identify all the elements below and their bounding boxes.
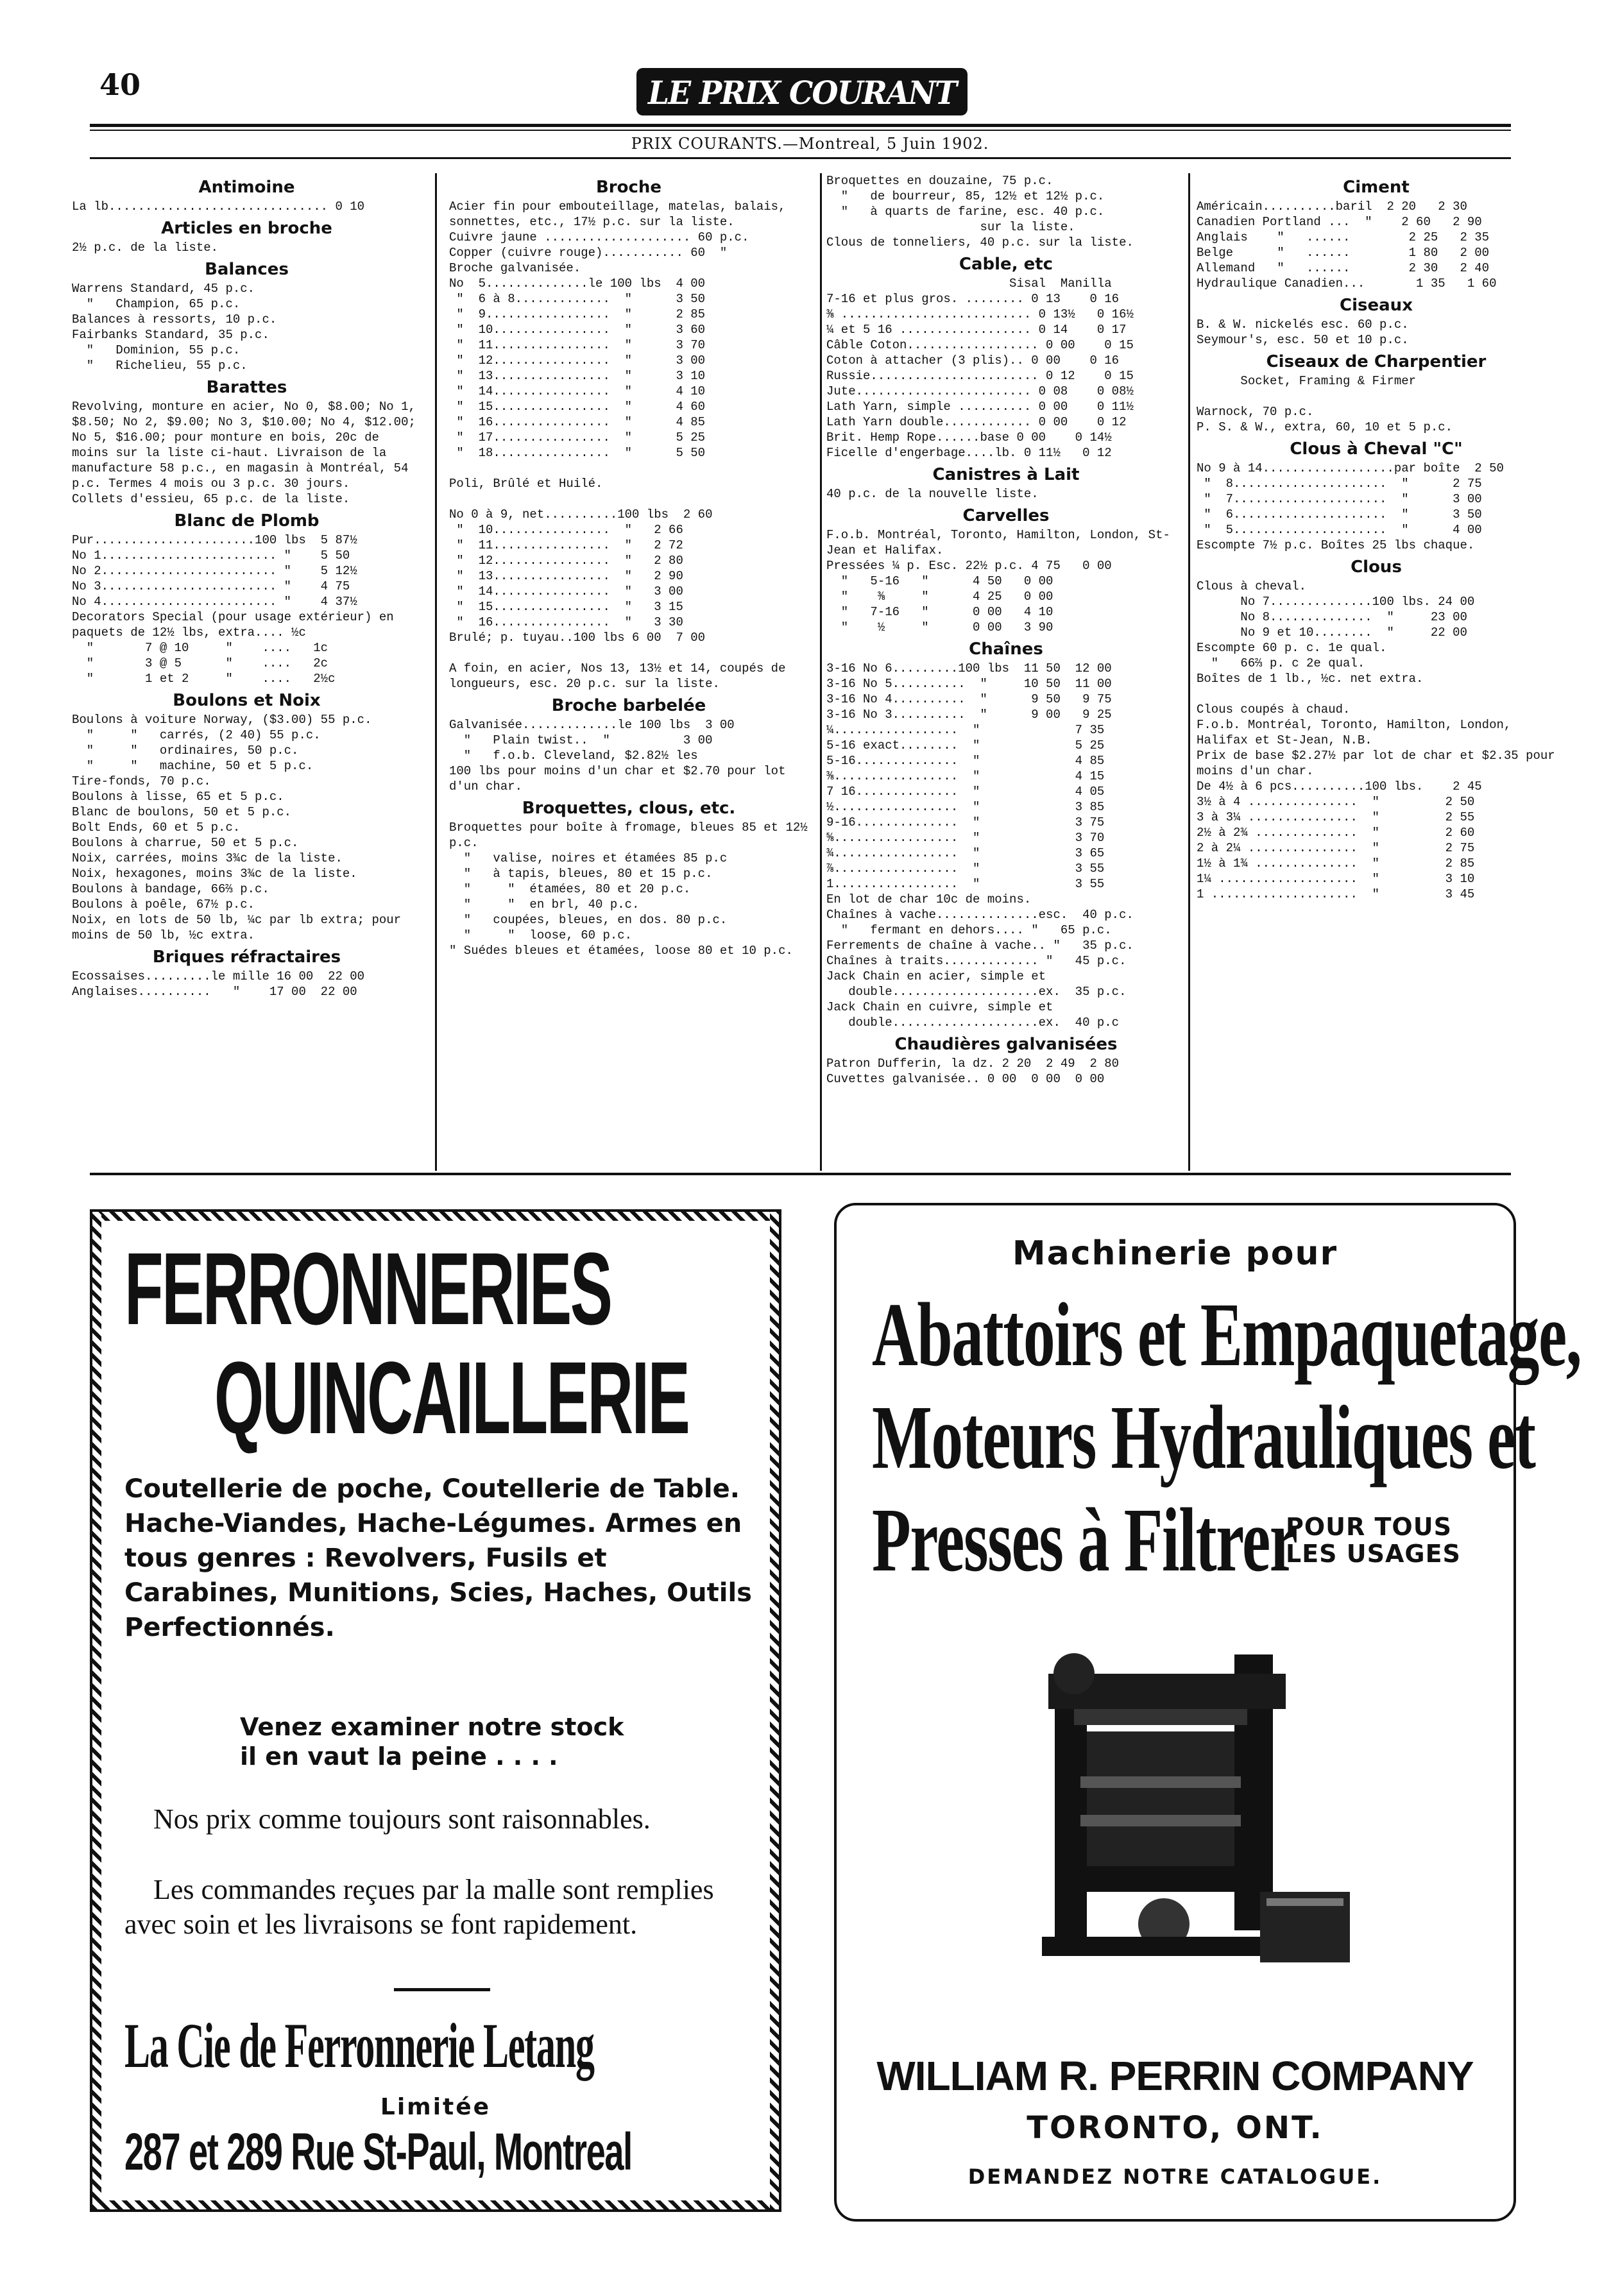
price-line: " 12................ " 3 00 [449,353,706,368]
price-line: " ½ " 0 00 3 90 [826,620,1053,634]
ad-headline-quincaillerie: QUINCAILLERIE [214,1340,689,1455]
section-heading: Ciseaux de Charpentier [1266,352,1487,371]
price-line: " 6 à 8............. " 3 50 [449,292,706,306]
ad-line-abattoirs: Abattoirs et Empaquetage, [872,1284,1582,1385]
price-line: " de bourreur, 85, 12½ et 12½ p.c. [826,189,1105,203]
price-line: " 14................ " 3 00 [449,584,683,599]
price-line: Clous de tonneliers, 40 p.c. sur la liste. [826,235,1134,250]
price-note: F.o.b. Montréal, Toronto, Hamilton, London, St-Jean et Halifax. [826,528,1170,557]
price-line: " 3 @ 5 " .... 2c [72,656,328,670]
price-line: 2½ p.c. de la liste. [72,241,219,255]
ad-usage [1286,1513,1461,1567]
price-line: Broche galvanisée. [449,261,581,275]
price-line: Socket, Framing & Firmer [1197,374,1417,388]
price-line: " " ordinaires, 50 p.c. [72,744,299,758]
price-line: Boulons à bandage, 66⅔ p.c. [72,882,269,896]
ad-perrin [834,1203,1582,2222]
filter-press-illustration [1029,1648,1363,2007]
price-line: Poli, Brûlé et Huilé. [449,477,603,491]
section-heading: Cable, etc [959,255,1053,274]
section-heading: Barattes [206,378,287,397]
price-line: Noix, carrées, moins 3¾c de la liste. [72,851,343,865]
price-line: Brulé; p. tuyau..100 lbs 6 00 7 00 [449,631,706,645]
section-heading: Clous [1351,557,1402,577]
price-line: double....................ex. 35 p.c. [826,985,1127,999]
section-heading: Ciment [1343,178,1410,197]
price-line: " valise, noires et étamées 85 p.c [449,851,728,865]
price-line: " " loose, 60 p.c. [449,928,633,942]
price-line: No 9 à 14..................par boîte 2 50 [1197,461,1504,475]
price-line: ½................. " 3 85 [826,800,1105,814]
section-heading: Articles en broche [161,219,332,238]
ad-limited: Limitée [380,2094,491,2120]
header-rule-bottom [90,157,1511,159]
price-line: sur la liste. [826,220,1075,234]
price-line: " 11................ " 3 70 [449,338,706,352]
price-note: Prix de base $2.27½ par lot de char et $2.35 pour moins d'un char. [1197,749,1555,778]
price-line: ¾................. " 3 65 [826,846,1105,860]
price-line: " 16................ " 4 85 [449,415,706,429]
price-note: Acier fin pour embouteillage, matelas, balais, sonnettes, etc., 17½ p.c. sur la liste. [449,200,786,229]
section-heading: Broquettes, clous, etc. [522,799,736,818]
price-line: No 5..............le 100 lbs 4 00 [449,276,706,291]
price-line: 2 à 2¼ ............... " 2 75 [1197,841,1475,855]
ad-machinery-heading: Machinerie pour [1012,1234,1338,1273]
price-line: Copper (cuivre rouge)........... 60 " [449,246,728,260]
price-line [449,645,808,661]
ad-border-left [92,1212,101,2209]
price-line: 9-16.............. " 3 75 [826,815,1105,829]
price-line: No 7..............100 lbs. 24 00 [1197,595,1475,609]
ad-headline-ferronneries: FERRONNERIES [124,1231,611,1346]
price-line: En lot de char 10c de moins. [826,892,1032,906]
price-line: 3 à 3¼ ............... " 2 55 [1197,810,1475,824]
ad-product-list: Coutellerie de poche, Coutellerie de Table. Hache-Viandes, Hache-Légumes. Armes en tous genres : Revolvers, Fusils et Carabines, Munitions, Scies, Haches, Outils Perfectionnés. [124,1474,752,1642]
price-line: Coton à attacher (3 plis).. 0 00 0 16 [826,353,1120,368]
section-heading: Balances [205,260,289,279]
price-line: Clous coupés à chaud. [1197,702,1351,717]
section-rule [90,1173,1511,1175]
section-heading: Ciseaux [1340,296,1413,315]
price-line: " 7..................... " 3 00 [1197,492,1482,506]
column-divider [820,173,822,1171]
price-line: Blanc de boulons, 50 et 5 p.c. [72,805,292,819]
price-column-1 [72,173,422,999]
price-line: ⅝................. " 3 70 [826,831,1105,845]
ad-invite-line2: il en vaut la peine . . . . [240,1742,558,1771]
price-line: Collets d'essieu, 65 p.c. de la liste. [72,492,350,506]
section-heading: Chaînes [969,640,1043,659]
price-line: 5-16 exact........ " 5 25 [826,738,1105,753]
price-line: " 13................ " 2 90 [449,569,683,583]
ad-usage-line2: LES USAGES [1286,1540,1461,1568]
price-line: 2½ à 2¾ .............. " 2 60 [1197,826,1475,840]
price-line: Lath Yarn, simple .......... 0 00 0 11½ [826,400,1134,414]
price-line: Boîtes de 1 lb., ½c. net extra. [1197,672,1424,686]
price-column-4 [1197,173,1556,902]
price-line: Cuvettes galvanisée.. 0 00 0 00 0 00 [826,1072,1105,1086]
price-line [449,461,808,476]
price-line: Boulons à charrue, 50 et 5 p.c. [72,836,299,850]
price-line: B. & W. nickelés esc. 60 p.c. [1197,318,1409,332]
price-note: A foin, en acier, Nos 13, 13½ et 14, coupés de longueurs, esc. 20 p.c. sur la liste. [449,661,786,691]
price-line: 3-16 No 4.......... " 9 50 9 75 [826,692,1112,706]
price-line: 1¼ ................... " 3 10 [1197,872,1475,886]
price-line: " 5-16 " 4 50 0 00 [826,574,1053,588]
price-line: 7-16 et plus gros. ........ 0 13 0 16 [826,292,1120,306]
price-line: Ficelle d'engerbage....lb. 0 11½ 0 12 [826,446,1112,460]
price-line [1197,389,1556,404]
price-note: Decorators Special (pour usage extérieur) en paquets de 12½ lbs, extra.... ½c [72,610,394,640]
price-line: " Plain twist.. " 3 00 [449,733,713,747]
ad-orders-paragraph: Les commandes reçues par la malle sont remplies avec soin et les livraisons se font rapidement. [124,1874,714,1940]
price-line: No 8.............. " 23 00 [1197,610,1467,624]
price-note: Revolving, monture en acier, No 0, $8.00; No 1, $8.50; No 2, $9.00; No 3, $10.00; No 4, $12.00; No 5, $16.00; pour monture en bois, 20c de moins sur la liste ci-haut. Livraison de la manufacture 58 p.c., en magasin à Montréal, 54 p.c. Termes 4 mois ou 3 p.c. 30 jours. [72,400,416,491]
price-line: " 6..................... " 3 50 [1197,507,1482,522]
price-line: Escompte 7½ p.c. Boîtes 25 lbs chaque. [1197,538,1475,552]
price-line: " " machine, 50 et 5 p.c. [72,759,314,773]
section-heading: Blanc de Plomb [174,511,320,531]
price-line: " " en brl, 40 p.c. [449,897,640,912]
ad-catalogue: DEMANDEZ NOTRE CATALOGUE. [968,2164,1383,2189]
ad-invite-line1: Venez examiner notre stock [240,1713,624,1741]
price-line: Jute........................ 0 08 0 08½ [826,384,1134,398]
section-heading: Broche barbelée [551,696,706,715]
price-line: " 18................ " 5 50 [449,446,706,460]
price-line: Ecossaises.........le mille 16 00 22 00 [72,969,365,983]
section-heading: Boulons et Noix [173,691,321,710]
price-line: " 13................ " 3 10 [449,369,706,383]
section-heading: Carvelles [962,506,1050,525]
section-heading: Canistres à Lait [932,465,1080,484]
price-line: 7 16.............. " 4 05 [826,785,1105,799]
price-line: Jack Chain en cuivre, simple et [826,1000,1053,1014]
header-rule-thin [90,130,1511,131]
price-line: " f.o.b. Cleveland, $2.82½ les [449,749,698,763]
price-line: Ferrements de chaîne à vache.. " 35 p.c. [826,939,1134,953]
price-line: ⅜ .......................... 0 13½ 0 16½ [826,307,1134,321]
price-line: " ⅜ " 4 25 0 00 [826,590,1053,604]
price-note: F.o.b. Montréal, Toronto, Hamilton, London, Halifax et St-Jean, N.B. [1197,718,1512,747]
price-line: " à tapis, bleues, 80 et 15 p.c. [449,867,713,881]
price-line: Seymour's, esc. 50 et 10 p.c. [1197,333,1409,347]
price-line: double....................ex. 40 p.c [826,1016,1120,1030]
price-line: Anglaises.......... " 17 00 22 00 [72,985,357,999]
price-line: " Richelieu, 55 p.c. [72,359,248,373]
section-heading: Chaudières galvanisées [894,1035,1118,1054]
price-line: " 1 et 2 " .... 2½c [72,672,336,686]
price-line: Chaînes à traits............. " 45 p.c. [826,954,1127,968]
price-note: " Suédes bleues et étamées, loose 80 et 10 p.c. [449,944,793,958]
price-line: " 15................ " 3 15 [449,600,683,614]
section-heading: Clous à Cheval "C" [1290,439,1463,459]
price-note: Noix, en lots de 50 lb, ¼c par lb extra; pour moins de 50 lb, ½c extra. [72,913,402,942]
price-line: De 4½ à 6 pcs..........100 lbs. 2 45 [1197,779,1482,794]
price-line: No 3........................ " 4 75 [72,579,350,593]
price-line: " 7 @ 10 " .... 1c [72,641,328,655]
price-line: Anglais " ...... 2 25 2 35 [1197,230,1490,244]
ad-company-name: La Cie de Ferronnerie Letang [124,2010,594,2081]
ad-ferronneries [90,1209,781,2212]
price-column-3 [826,173,1186,1087]
price-line: " 15................ " 4 60 [449,400,706,414]
price-line: Warrens Standard, 45 p.c. [72,282,255,296]
ad-border-top [92,1212,779,1221]
price-line: " Champion, 65 p.c. [72,297,241,311]
masthead-logo [635,63,969,121]
ad-border-right [770,1212,779,2209]
price-line: La lb.............................. 0 10 [72,200,365,214]
price-line: ⅜................. " 4 15 [826,769,1105,783]
price-note: 100 lbs pour moins d'un char et $2.70 pour lot d'un char. [449,764,786,794]
price-line: Belge " ...... 1 80 2 00 [1197,246,1490,260]
price-line: " 14................ " 4 10 [449,384,706,398]
section-heading: Briques réfractaires [152,948,341,967]
price-line: " " étamées, 80 et 20 p.c. [449,882,691,896]
price-line: " " carrés, (2 40) 55 p.c. [72,728,321,742]
price-line: Canadien Portland ... " 2 60 2 90 [1197,215,1482,229]
header-rule-top [90,124,1511,127]
ad-line-presses: Presses à Filtrer [872,1489,1297,1590]
price-line: Sisal Manilla [826,276,1112,291]
price-line: P. S. & W., extra, 60, 10 et 5 p.c. [1197,420,1453,434]
price-line: Câble Coton.................. 0 00 0 15 [826,338,1134,352]
price-line: " 8..................... " 2 75 [1197,477,1482,491]
price-line: " Dominion, 55 p.c. [72,343,241,357]
price-line: Cuivre jaune .................... 60 p.c. [449,230,749,244]
ad-city: TORONTO, ONT. [1027,2110,1324,2146]
price-line: " coupées, bleues, en dos. 80 p.c. [449,913,728,927]
price-line: No 0 à 9, net..........100 lbs 2 60 [449,507,713,522]
price-line: Warnock, 70 p.c. [1197,405,1314,419]
price-line: Clous à cheval. [1197,579,1307,593]
price-line: Hydraulique Canadien... 1 35 1 60 [1197,276,1497,291]
price-line: " 5..................... " 4 00 [1197,523,1482,537]
page-subtitle: PRIX COURANTS.—Montreal, 5 Juin 1902. [631,135,989,153]
price-line: Pressées ¼ p. Esc. 22½ p.c. 4 75 0 00 [826,559,1112,573]
price-line: Lath Yarn double............ 0 00 0 12 [826,415,1127,429]
price-line: " 10................ " 3 60 [449,323,706,337]
column-divider [435,173,437,1171]
masthead-logo-mark [635,63,969,121]
price-line: 1½ à 1¾ .............. " 2 85 [1197,856,1475,871]
price-line: 3½ à 4 ............... " 2 50 [1197,795,1475,809]
price-line: 3-16 No 6.........100 lbs 11 50 12 00 [826,661,1112,676]
price-line: Broquettes en douzaine, 75 p.c. [826,174,1053,188]
price-line: 3-16 No 3.......... " 9 00 9 25 [826,708,1112,722]
price-line: Allemand " ...... 2 30 2 40 [1197,261,1490,275]
price-line: Balances à ressorts, 10 p.c. [72,312,277,327]
price-line: " 7-16 " 0 00 4 10 [826,605,1053,619]
price-line: Pur......................100 lbs 5 87½ [72,533,357,547]
page-number: 40 [99,67,141,102]
price-line: 1 .................... " 3 45 [1197,887,1475,901]
price-line: Tire-fonds, 70 p.c. [72,774,211,788]
price-line: ¼ et 5 16 .................. 0 14 0 17 [826,323,1127,337]
price-line: " 9................. " 2 85 [449,307,706,321]
price-line: " 17................ " 5 25 [449,430,706,445]
price-column-2 [449,173,808,958]
price-line: No 1........................ " 5 50 [72,548,350,563]
column-divider [1188,173,1190,1171]
svg-text:LE PRIX COURANT: LE PRIX COURANT [647,74,960,112]
price-line: " 16................ " 3 30 [449,615,683,629]
ad-company: WILLIAM R. PERRIN COMPANY [876,2053,1474,2099]
ad-usage-line1: POUR TOUS [1286,1513,1452,1541]
price-line: Chaînes à vache..............esc. 40 p.c. [826,908,1134,922]
price-line: Américain..........baril 2 20 2 30 [1197,200,1467,214]
price-line: " 66⅔ p. c 2e qual. [1197,656,1365,670]
price-line: No 2........................ " 5 12½ [72,564,357,578]
price-line: ¼................. " 7 35 [826,723,1105,737]
price-line: Jack Chain en acier, simple et [826,969,1046,983]
section-heading: Antimoine [198,178,295,197]
price-line: Bolt Ends, 60 et 5 p.c. [72,821,241,835]
price-line: Brit. Hemp Rope......base 0 00 0 14½ [826,430,1112,445]
price-line: Boulons à voiture Norway, ($3.00) 55 p.c. [72,713,372,727]
price-line: No 9 et 10........ " 22 00 [1197,625,1467,640]
price-line: Patron Dufferin, la dz. 2 20 2 49 2 80 [826,1057,1120,1071]
price-line: ⅞................. " 3 55 [826,862,1105,876]
price-line [1197,686,1556,702]
price-line: 40 p.c. de la nouvelle liste. [826,487,1039,501]
ad-address: 287 et 289 Rue St-Paul, Montreal [124,2123,632,2181]
price-line: Galvanisée.............le 100 lbs 3 00 [449,718,735,732]
section-heading: Broche [595,178,662,197]
price-note: Broquettes pour boîte à fromage, bleues 85 et 12½ p.c. [449,821,808,850]
price-line: 3-16 No 5.......... " 10 50 11 00 [826,677,1112,691]
ad-border-bottom [92,2200,779,2209]
price-line: Fairbanks Standard, 35 p.c. [72,328,269,342]
price-line: Noix, hexagones, moins 3¾c de la liste. [72,867,357,881]
ad-line-moteurs: Moteurs Hydrauliques et [872,1386,1535,1488]
price-line: " 12................ " 2 80 [449,554,683,568]
price-line: " 10................ " 2 66 [449,523,683,537]
price-line: Boulons à poêle, 67½ p.c. [72,897,255,912]
price-line: Boulons à lisse, 65 et 5 p.c. [72,790,284,804]
price-line: " fermant en dehors.... " 65 p.c. [826,923,1112,937]
price-line: 1................. " 3 55 [826,877,1105,891]
price-line: 5-16.............. " 4 85 [826,754,1105,768]
price-line: No 4........................ " 4 37½ [72,595,357,609]
price-line: Escompte 60 p. c. 1e qual. [1197,641,1387,655]
price-line: Russie....................... 0 12 0 15 [826,369,1134,383]
ad-divider [394,1988,490,1991]
price-line: " 11................ " 2 72 [449,538,683,552]
price-line: " à quarts de farine, esc. 40 p.c. [826,205,1105,219]
ad-prices-paragraph: Nos prix comme toujours sont raisonnables. [153,1803,651,1835]
price-line [449,491,808,507]
